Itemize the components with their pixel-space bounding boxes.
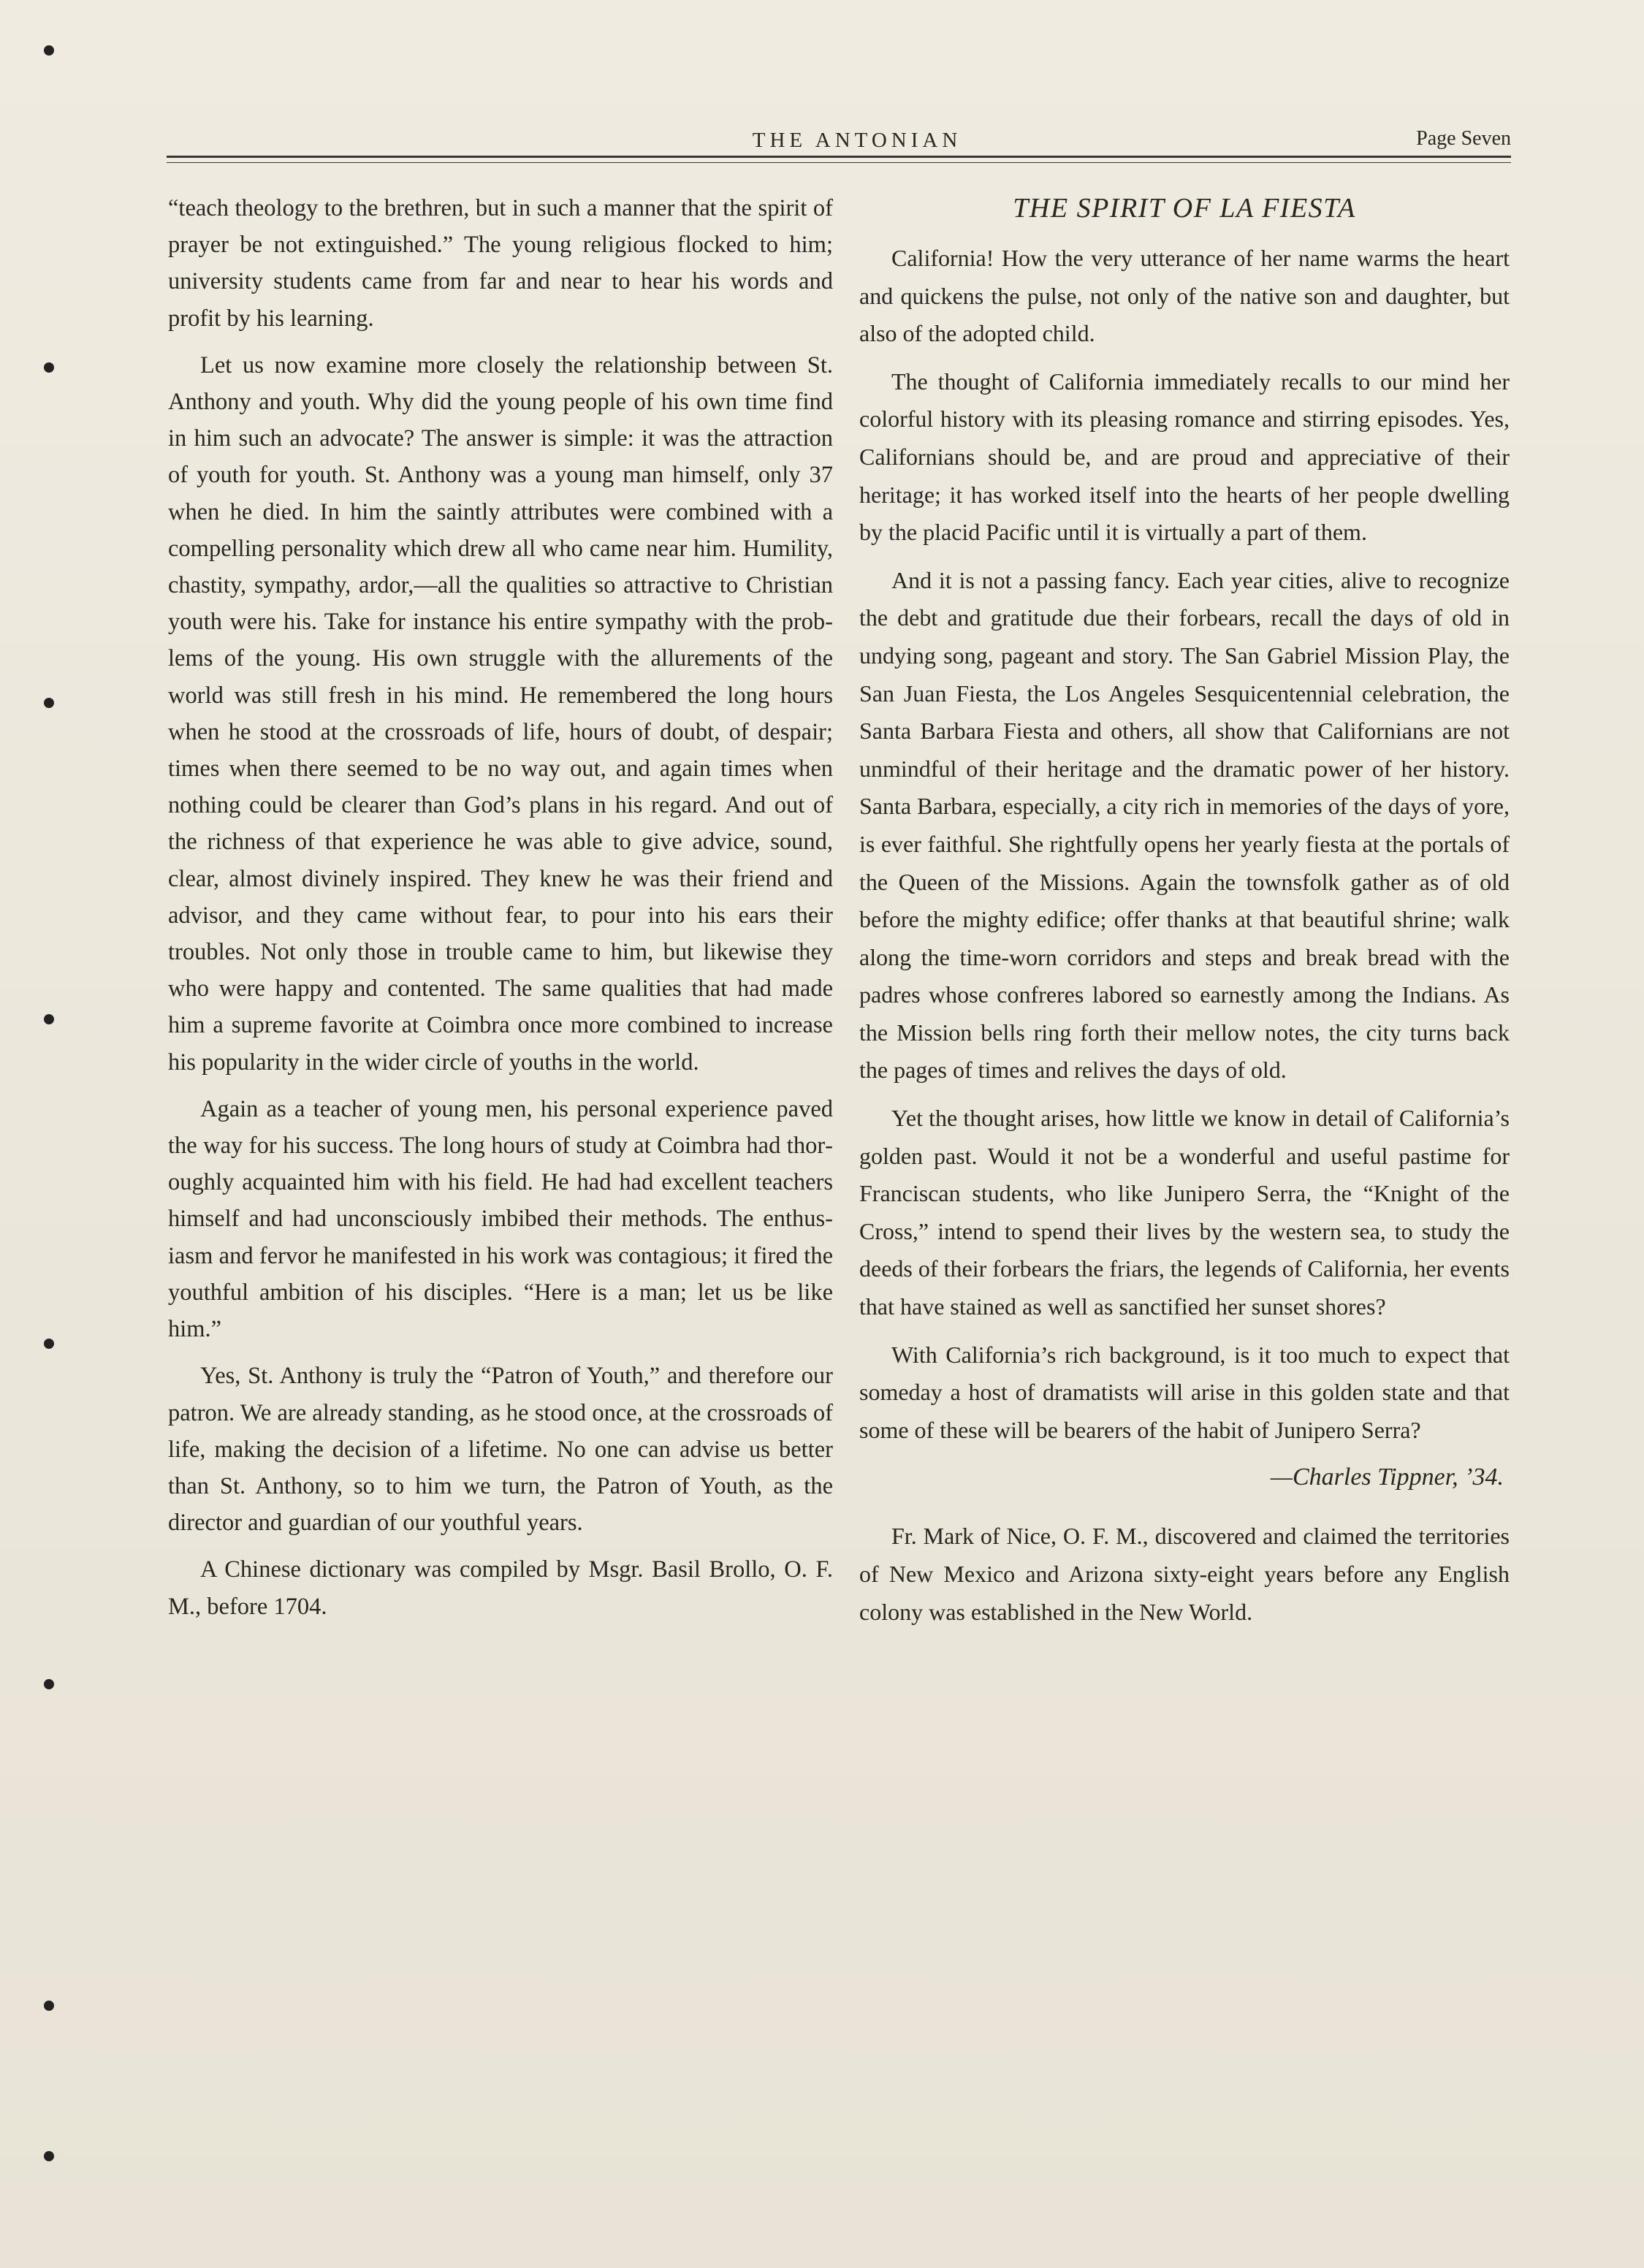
- paragraph: And it is not a passing fancy. Each year cities, alive to recognize the debt and gratitude due their forbears, recall the days of old in undying song, pageant and story. The San Gabriel Mission Play, the San Juan Fiesta, the Los Angeles Sesquicentennial celebration, the Santa Barbara Fiesta and others, all show that Californians are not unmindful of their heritage and the dramatic power of her history. Santa Barbara, especially, a city rich in memories of the days of yore, is ever faithful. She rightfully opens her yearly fiesta at the portals of the Queen of the Missions. Again the townsfolk gather as of old before the mighty edifice; offer thanks at that beautiful shrine; walk along the time-worn corridors and steps and break bread with the padres whose confreres labored so earnestly among the Indians. As the Mission bells ring forth their mellow notes, the city turns back the pages of times and relives the days of old.: [859, 566, 1510, 1084]
- paragraph: Again as a teacher of young men, his personal experience paved the way for his success. The long hours of study at Coimbra had thoroughly acquainted him with his field. He had had excellent teachers himself and had unconsciously imbibed their methods. The enthusiasm and fervor he manifested in his work was contagious; it fired the youthful ambition of his disciples. “Here is a man; let us be like him.”: [168, 1095, 833, 1343]
- filler-note: A Chinese dictionary was compiled by Msgr. Basil Brollo, O. F. M., before 1704.: [168, 1556, 833, 1620]
- article-title: THE SPIRIT OF LA FIESTA: [1013, 193, 1356, 224]
- journal-title: THE ANTONIAN: [752, 129, 962, 152]
- header-rule: [167, 156, 1511, 158]
- article-byline: —Charles Tippner, ’34.: [1270, 1464, 1504, 1491]
- left-column: [168, 190, 833, 1635]
- binding-hole: [44, 698, 54, 708]
- page-header: [167, 129, 1511, 172]
- binding-hole: [44, 2001, 54, 2011]
- binding-hole: [44, 362, 54, 373]
- right-column: [859, 190, 1510, 1641]
- paragraph: With California’s rich background, is it too much to expect that someday a host of dramatists will arise in this golden state and that some of these will be bearers of the habit of Junipero Serra?: [859, 1341, 1510, 1443]
- binding-hole: [44, 45, 54, 56]
- paragraph: “teach theology to the brethren, but in such a manner that the spirit of prayer be not extinguished.” The young religious flocked to him; university students came from far and near to hear his words and profit by his learning.: [168, 195, 833, 332]
- paragraph: California! How the very utterance of her name warms the heart and quickens the pulse, not only of the native son and daughter, but also of the adopted child.: [859, 245, 1510, 347]
- paragraph: The thought of California immediately recalls to our mind her colorful history with its pleasing romance and stirring episodes. Yes, Californians should be, and are proud and appreciative of their heritage; it has worked itself into the hearts of her people dwelling by the placid Pacific until it is virtually a part of them.: [859, 368, 1510, 546]
- paragraph: Let us now examine more closely the relationship between St. Anthony and youth. Why did the young people of his own time find in him such an advocate? The answer is simple: it was the attraction of youth for youth. St. Anthony was a young man himself, only 37 when he died. In him the saintly attributes were combined with a compelling personality which drew all who came near him. Humility, chastity, sympathy, ardor,—all the qualities so attractive to Christian youth were his. Take for instance his entire sympathy with the problems of the young. His own struggle with the allurements of the world was still fresh in his mind. He remembered the long hours when he stood at the crossroads of life, hours of doubt, of despair; times when there seemed to be no way out, and again times when nothing could be clearer than God’s plans in his regard. And out of the richness of that experience he was able to give advice, sound, clear, almost divinely inspired. They knew he was their friend and advisor, and they came without fear, to pour into his ears their troubles. Not only those in trouble came to him, but likewise they who were happy and contented. The same qualities that had made him a supreme favorite at Coimbra once more combined to increase his popularity in the wider circle of youths in the world.: [168, 351, 833, 1076]
- paragraph: Yes, St. Anthony is truly the “Patron of Youth,” and therefore our patron. We are already standing, as he stood once, at the crossroads of life, making the decision of a lifetime. No one can advise us better than St. Anthony, so to him we turn, the Patron of Youth, as the director and guardian of our youthful years.: [168, 1363, 833, 1537]
- binding-hole: [44, 1679, 54, 1689]
- filler-note: Fr. Mark of Nice, O. F. M., discovered and claimed the territories of New Mexico and Arizona sixty-eight years before any English colony was established in the New World.: [859, 1523, 1510, 1625]
- header-rule-thin: [167, 162, 1511, 163]
- binding-hole: [44, 1339, 54, 1349]
- binding-hole: [44, 1014, 54, 1024]
- page-number: Page Seven: [1416, 127, 1511, 150]
- binding-hole: [44, 2151, 54, 2161]
- paragraph: Yet the thought arises, how little we know in detail of California’s golden past. Would it not be a wonderful and useful pastime for Franciscan students, who like Junipero Serra, the “Knight of the Cross,” intend to spend their lives by the western sea, to study the deeds of their forbears the friars, the legends of California, her events that have stained as well as sanctified her sunset shores?: [859, 1105, 1510, 1320]
